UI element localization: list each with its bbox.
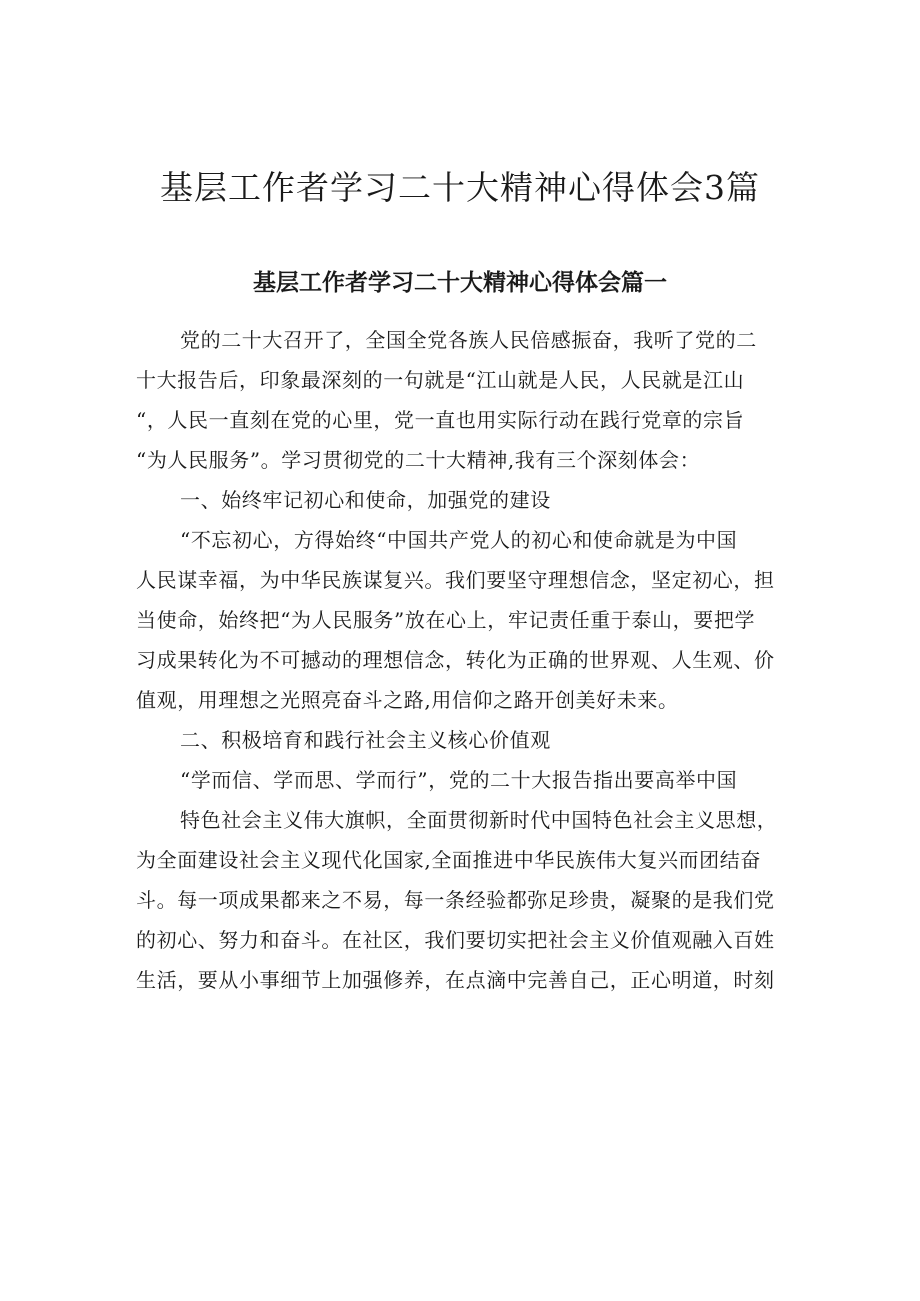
document-title: 基层工作者学习二十大精神心得体会3篇 (160, 168, 760, 207)
body-line: 特色社会主义伟大旗帜，全面贯彻新时代中国特色社会主义思想， (180, 808, 778, 832)
body-line: 十大报告后，印象最深刻的一句就是“江山就是人民，人民就是江山 (136, 368, 745, 392)
section-heading: 基层工作者学习二十大精神心得体会篇一 (253, 270, 667, 296)
body-line: 人民谋幸福，为中华民族谋复兴。我们要坚守理想信念，坚定初心，担 (136, 568, 775, 592)
body-line: 习成果转化为不可撼动的理想信念，转化为正确的世界观、人生观、价 (136, 648, 775, 672)
subsection-heading-1: 一、始终牢记初心和使命，加强党的建设 (180, 488, 551, 512)
body-line: 党的二十大召开了，全国全党各族人民倍感振奋，我听了党的二 (180, 328, 757, 352)
body-text (136, 320, 796, 1000)
body-line: “，人民一直刻在党的心里，党一直也用实际行动在践行党章的宗旨 (136, 408, 745, 432)
body-line: 值观，用理想之光照亮奋斗之路,用信仰之路开创美好未来。 (136, 688, 679, 712)
body-line: 生活，要从小事细节上加强修养，在点滴中完善自己，正心明道，时刻 (136, 968, 775, 992)
subsection-heading-2: 二、积极培育和践行社会主义核心价值观 (180, 728, 551, 752)
body-line: 当使命，始终把“为人民服务”放在心上，牢记责任重于泰山，要把学 (136, 608, 756, 632)
body-line: “为人民服务”。学习贯彻党的二十大精神,我有三个深刻体会： (136, 448, 701, 472)
body-line: 的初心、努力和奋斗。在社区，我们要切实把社会主义价值观融入百姓 (136, 928, 775, 952)
body-line: “学而信、学而思、学而行”，党的二十大报告指出要高举中国 (180, 768, 738, 792)
body-line: 斗。每一项成果都来之不易，每一条经验都弥足珍贵，凝聚的是我们党 (136, 888, 775, 912)
body-line: “不忘初心，方得始终“中国共产党人的初心和使命就是为中国 (180, 528, 738, 552)
body-line: 为全面建设社会主义现代化国家,全面推进中华民族伟大复兴而团结奋 (136, 848, 761, 872)
